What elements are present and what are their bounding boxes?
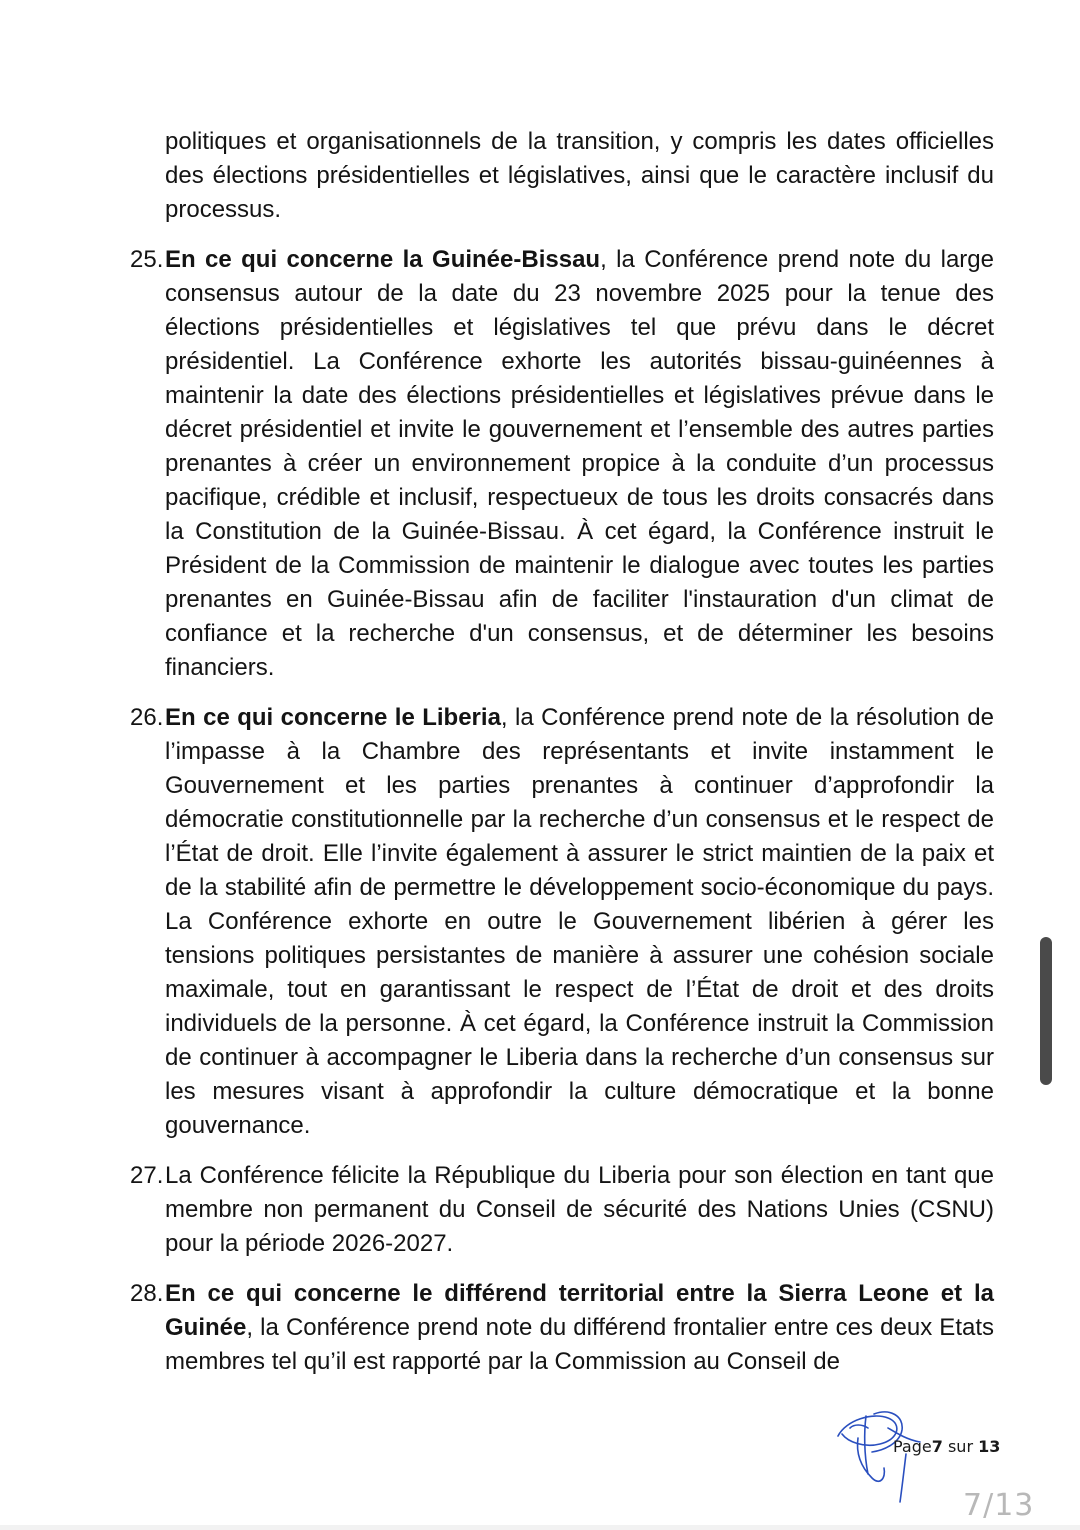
scrollbar-thumb[interactable]	[1040, 937, 1052, 1085]
paragraph-text: , la Conférence prend note de la résolution de l’impasse à la Chambre des représentants et invite instamment le Gouvernement et les parties prenantes à continuer d’approfondir la démocratie constitutionnelle par la recherche d’un consensus et le respect de l’État de droit. Elle l’invite également à assurer le strict maintien de la paix et de la stabilité afin de permettre le développement socio-économique du pays. La Conférence exhorte en outre le Gouvernement libérien à gérer les tensions politiques persistantes de manière à assurer une cohésion sociale maximale, tout en garantissant le respect de l’État de droit et des droits individuels de la personne. À cet égard, la Conférence instruit la Commission de continuer à accompagner le Liberia dans la recherche d’un consensus sur les mesures visant à approfondir la culture démocratique et la bonne gouvernance.	[165, 704, 995, 1139]
paragraph-number: 27.	[130, 1162, 164, 1189]
paragraph-text: , la Conférence prend note du différend frontalier entre ces deux Etats membres tel qu’il est rapporté par la Commission au Conseil de	[165, 1314, 994, 1375]
footer-page-number: 7	[931, 1437, 943, 1456]
paragraph-25	[130, 243, 994, 685]
paragraph-text: La Conférence félicite la République du Liberia pour son élection en tant que membre non permanent du Conseil de sécurité des Nations Unies (CSNU) pour la période 2026-2027.	[165, 1162, 994, 1257]
footer-page-total: 13	[978, 1437, 1001, 1456]
paragraph-text: , la Conférence prend note du large consensus autour de la date du 23 novembre 2025 pour la tenue des élections présidentielles et législatives tel que prévu dans le décret présidentiel. La Conférence exhorte les autorités bissau-guinéennes à maintenir la date des élections présidentielles et législatives prévue dans le décret présidentiel et invite le gouvernement et l’ensemble des autres parties prenantes à créer un environnement propice à la conduite d’un processus pacifique, crédible et inclusif, respectueux de tous les droits consacrés dans la Constitution de la Guinée-Bissau. À cet égard, la Conférence instruit le Président de la Commission de maintenir le dialogue avec toutes les parties prenantes en Guinée-Bissau afin de faciliter l'instauration d'un climat de confiance et la recherche d'un consensus, et de déterminer les besoins financiers.	[165, 246, 994, 681]
paragraph-bold-lead: En ce qui concerne le différend territorial entre la Sierra Leone et la Guinée	[165, 1280, 994, 1341]
paragraph-number: 28.	[130, 1280, 164, 1307]
paragraph-bold-lead: En ce qui concerne le Liberia	[165, 704, 501, 731]
paragraph-number: 26.	[130, 704, 164, 731]
paragraph-number: 25.	[130, 246, 164, 273]
page-body	[130, 125, 994, 1395]
viewer-page-counter: 7/13	[963, 1488, 1035, 1523]
footer-page-prefix: Page	[893, 1437, 932, 1456]
paragraph-28	[130, 1277, 994, 1379]
bottom-divider	[0, 1525, 1080, 1530]
footer-page-separator: sur	[942, 1437, 979, 1456]
paragraph-text: politiques et organisationnels de la transition, y compris les dates officielles des élections présidentielles et législatives, ainsi que le caractère inclusif du processus.	[165, 128, 994, 223]
paragraph-bold-lead: En ce qui concerne la Guinée-Bissau	[165, 246, 601, 273]
page-footer	[893, 1437, 1000, 1456]
paragraph-26	[130, 701, 994, 1143]
paragraph-continuation	[130, 125, 994, 227]
paragraph-27	[130, 1159, 994, 1261]
